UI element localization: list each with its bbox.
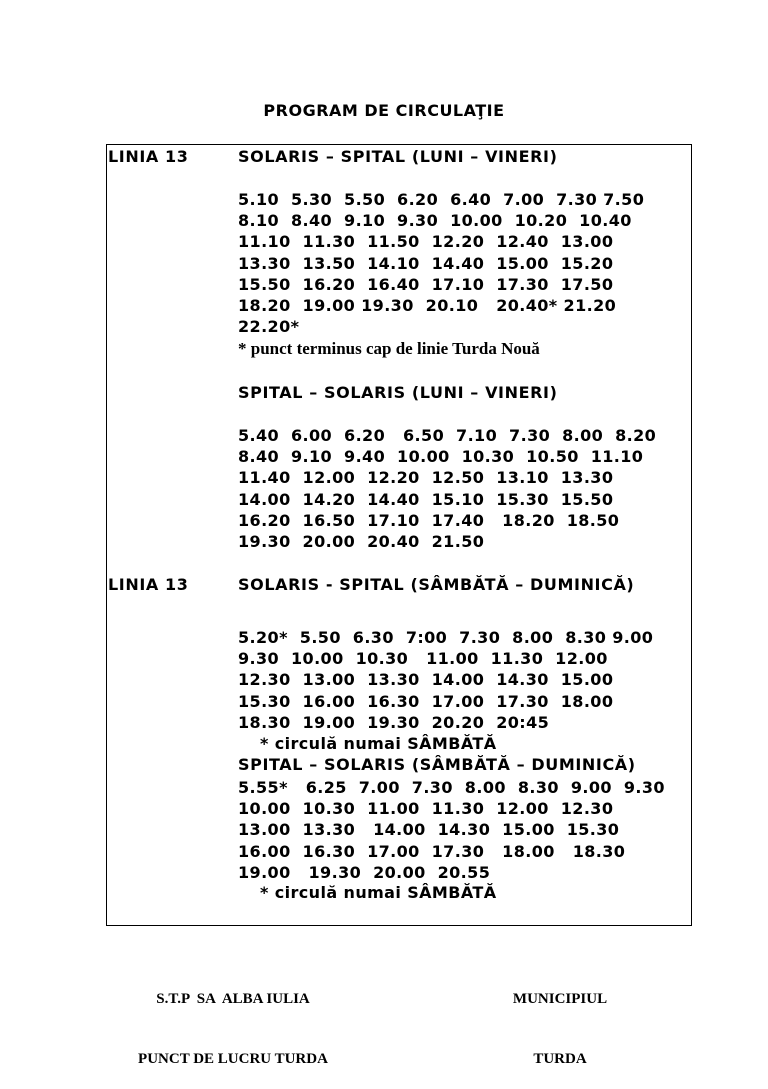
footer-operator-line: PUNCT DE LUCRU TURDA xyxy=(138,1051,328,1067)
departure-times: 5.55* 6.25 7.00 7.30 8.00 8.30 9.00 9.30 10.00 10.30 11.00 11.30 12.00 12.30 13.00 13.30 14.00 14.30 15.00 15.30 16.00 16.30 17.00 17.30 18.00 18.30 19.00 19.30 20.00 20.55 xyxy=(238,778,665,882)
route-heading: SPITAL – SOLARIS (LUNI – VINERI) xyxy=(238,383,558,402)
line-label: LINIA 13 xyxy=(108,147,189,166)
route-heading: SPITAL – SOLARIS (SÂMBĂTĂ – DUMINICĂ) xyxy=(238,755,636,774)
footer-municipality-line: MUNICIPIUL xyxy=(512,991,608,1007)
footer-operator xyxy=(108,949,358,1089)
footer-municipality-line: TURDA xyxy=(533,1051,587,1067)
saturday-note: * circulă numai SÂMBĂTĂ xyxy=(260,883,497,902)
saturday-note: * circulă numai SÂMBĂTĂ xyxy=(260,734,497,753)
page-title: PROGRAM DE CIRCULAŢIE xyxy=(263,101,505,120)
departure-times: 5.10 5.30 5.50 6.20 6.40 7.00 7.30 7.50 8.10 8.40 9.10 9.30 10.00 10.20 10.40 11.10 11.30 11.50 12.20 12.40 13.00 13.30 13.50 14.10 14.40 15.00 15.20 15.50 16.20 16.40 17.10 17.30 17.50 18.20 19.00 19.30 20.10 20.40* 21.20 22.20* xyxy=(238,190,645,337)
departure-times: 5.40 6.00 6.20 6.50 7.10 7.30 8.00 8.20 8.40 9.10 9.40 10.00 10.30 10.50 11.10 11.40 12.00 12.20 12.50 13.10 13.30 14.00 14.20 14.40 15.10 15.30 15.50 16.20 16.50 17.10 17.40 18.20 18.50 19.30 20.00 20.40 21.50 xyxy=(238,426,657,552)
route-heading: SOLARIS - SPITAL (SÂMBĂTĂ – DUMINICĂ) xyxy=(238,575,635,594)
footer-municipality xyxy=(480,949,640,1089)
footer-operator-line: S.T.P SA ALBA IULIA xyxy=(156,991,310,1007)
route-heading: SOLARIS – SPITAL (LUNI – VINERI) xyxy=(238,147,558,166)
departure-times: 5.20* 5.50 6.30 7:00 7.30 8.00 8.30 9.00 9.30 10.00 10.30 11.00 11.30 12.00 12.30 13.00 13.30 14.00 14.30 15.00 15.30 16.00 16.30 17.00 17.30 18.00 18.30 19.00 19.30 20.20 20:45 xyxy=(238,628,654,732)
line-label: LINIA 13 xyxy=(108,575,189,594)
terminus-note: * punct terminus cap de linie Turda Nouă xyxy=(238,339,540,358)
